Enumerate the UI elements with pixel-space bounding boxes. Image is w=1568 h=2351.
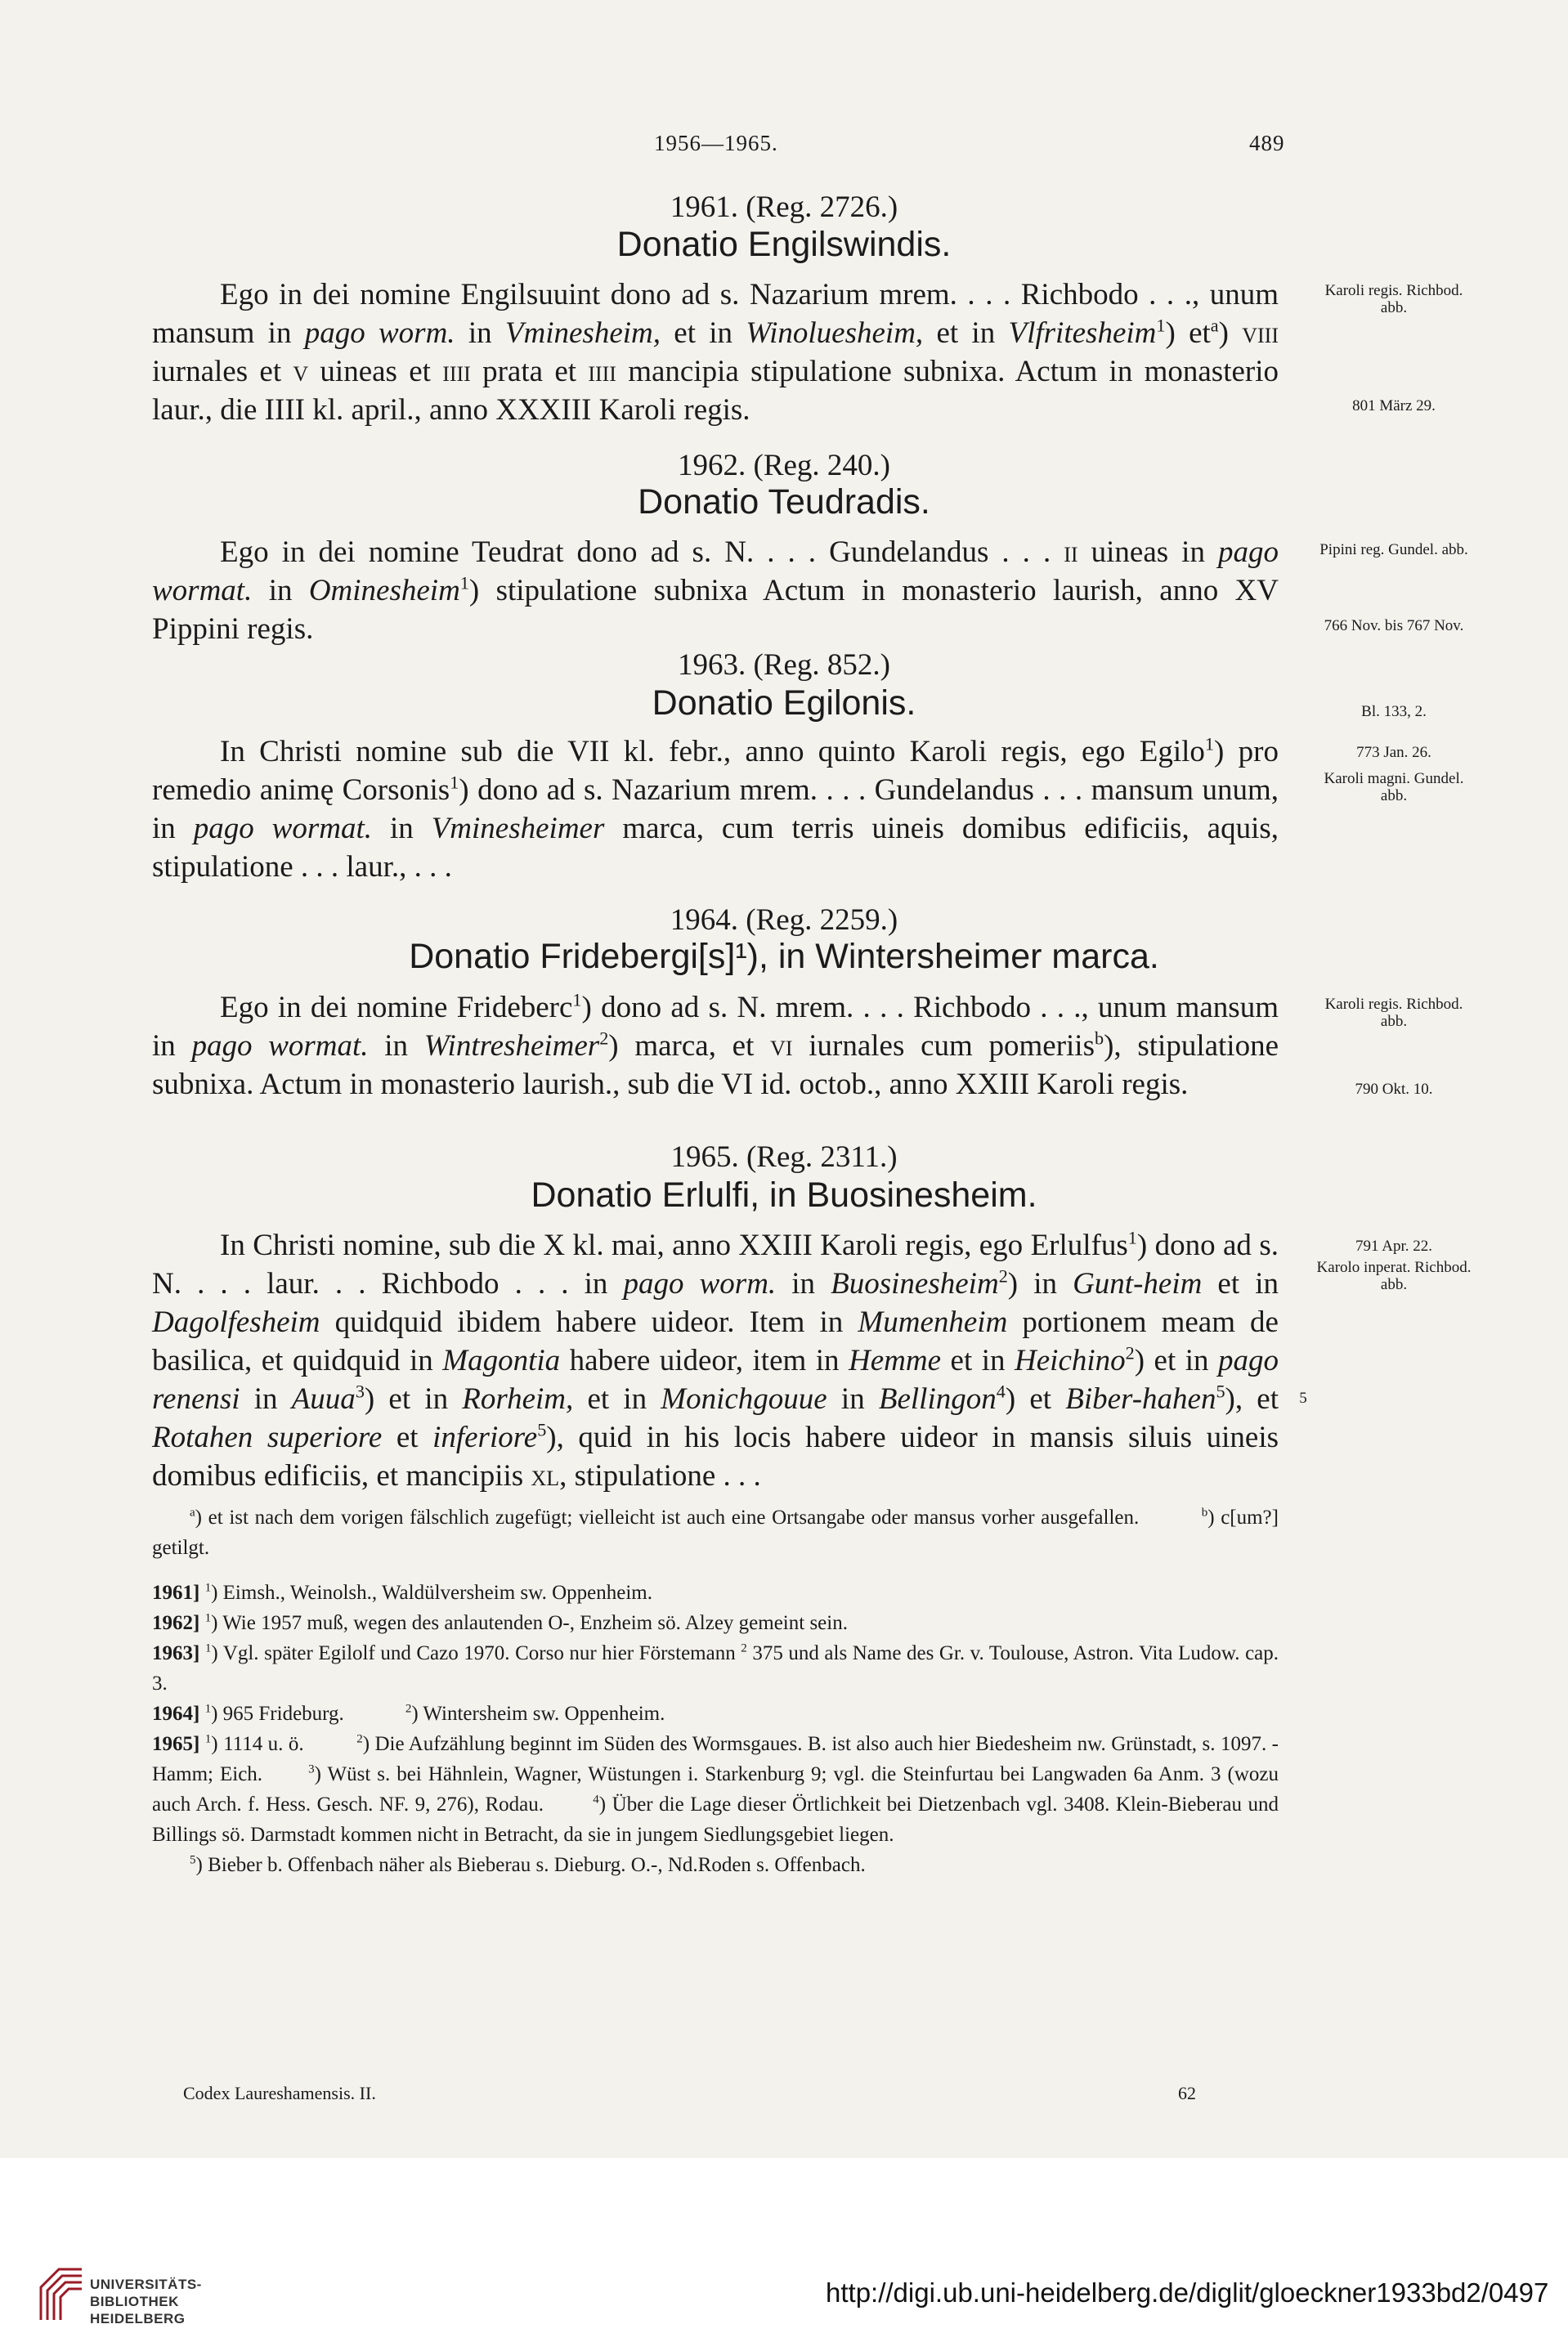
entry-1963-title: Donatio Egilonis. (652, 683, 916, 723)
entry-1962-title: Donatio Teudradis. (638, 482, 930, 522)
entry-1965-margin-ruler: Karolo inperat. Richbod. abb. (1316, 1259, 1472, 1293)
entry-1962-text: Ego in dei nomine Teudrat dono ad s. N. . . . Gundelandus . . . ii uineas in pago wormat. in Ominesheim$^1$) stipulatione subnixa Actum in monasterio laurish, anno XV Pippini regis. (152, 535, 1279, 646)
permalink-url[interactable]: http://digi.ub.uni-heidelberg.de/diglit/gloeckner1933bd2/0497 (826, 2277, 1549, 2308)
entry-1963-margin-date: 773 Jan. 26. (1356, 744, 1431, 761)
library-name-line2: BIBLIOTHEK (90, 2294, 179, 2309)
library-bar (0, 2158, 1568, 2351)
apparatus-notes: $^a$) et ist nach dem vorigen fälschlich zugefügt; vielleicht ist auch eine Ortsangabe oder mansus vorher ausgefallen. $^b$) c[um?] getilgt. (152, 1506, 1279, 1559)
page-number: 489 (1249, 131, 1285, 155)
sheet-signature: 62 (1178, 2083, 1196, 2103)
entry-1965-reg: 1965. (Reg. 2311.) (670, 1140, 898, 1174)
entry-1963-reg: 1963. (Reg. 852.) (678, 648, 890, 682)
entry-1964-margin-date: 790 Okt. 10. (1355, 1081, 1433, 1098)
entry-1964-reg: 1964. (Reg. 2259.) (670, 903, 898, 937)
entry-1964-margin-ruler: Karoli regis. Richbod. abb. (1324, 996, 1463, 1030)
entry-1965-title: Donatio Erlulfi, in Buosinesheim. (531, 1176, 1037, 1215)
entry-1961-margin-ruler: Karoli regis. Richbod. abb. (1324, 282, 1463, 316)
entry-1961-title: Donatio Engilswindis. (616, 225, 952, 264)
entry-1964-text: Ego in dei nomine Frideberc$^1$) dono ad s. N. mrem. . . . Richbodo . . ., unum mansum in pago wormat. in Wintresheimer$^2$) marca, et vi iurnales cum pomeriis$^b$), stipulatione subnixa. Actum in monasterio laurish., sub die VI id. octob., anno XXIII Karoli regis. (152, 989, 1279, 1101)
codex-footer: Codex Laureshamensis. II. (183, 2083, 376, 2103)
entry-1962-margin-ruler: Pipini reg. Gundel. abb. (1319, 541, 1468, 558)
entry-1962-reg: 1962. (Reg. 240.) (678, 449, 890, 482)
library-logo-icon (34, 2263, 88, 2322)
entry-1964-title: Donatio Fridebergi[s]¹), in Wintersheimer marca. (409, 937, 1159, 976)
library-name-line3: HEIDELBERG (90, 2311, 186, 2326)
running-header-range: 1956—1965. (654, 131, 778, 155)
library-name-line1: UNIVERSITÄTS- (90, 2277, 202, 2292)
entry-1963-margin-ruler: Karoli magni. Gundel. abb. (1324, 770, 1464, 804)
entry-1963-margin-folio: Bl. 133, 2. (1361, 703, 1427, 720)
entry-1965-text: In Christi nomine, sub die X kl. mai, anno XXIII Karoli regis, ego Erlulfus$^1$) dono ad s. N. . . . laur. . . Richbodo . . . in pago worm. in Buosinesheim$^2$) in Gunt-heim et in Dagolfesheim quidquid ibidem habere uideor. Item in Mumenheim portionem meam de basilica, et quidquid in Magontia habere uideor, item in Hemme et in Heichino$^2$) et in pago renensi in Auua$^3$) et in Rorheim, et in Monichgouue in Bellingon$^4$) et Biber-hahen$^5$), et Rotahen superiore et inferiore$^5$), quid in his locis habere uideor in mansis siluis uineis domibus edificiis, et mancipiis xl, stipulatione . . . (152, 1227, 1279, 1493)
commentary-notes: 1961] $^1$) Eimsh., Weinolsh., Waldülversheim sw. Oppenheim. 1962] $^1$) Wie 1957 muß, wegen des anlautenden O-, Enzheim sö. Alzey gemeint sein. 1963] $^1$) Vgl. später Egilolf und Cazo 1970. Corso nur hier Förstemann $^2$ 375 und als Name des Gr. v. Toulouse, Astron. Vita Ludow. cap. 3. 1964] $^1$) 965 Frideburg. $^2$) Wintersheim sw. Oppenheim. 1965] $^1$) 1114 u. ö. $^2$) Die Aufzählung beginnt im Süden des Wormsgaues. B. ist also auch hier Biedesheim nw. Grünstadt, s. 1097. -Hamm; Eich. $^3$) Wüst s. bei Hähnlein, Wagner, Wüstungen i. Starkenburg 9; vgl. die Steinfurtau bei Langwaden 6a Anm. 3 (wozu auch Arch. f. Hess. Gesch. NF. 9, 276), Rodau. $^4$) Über die Lage dieser Örtlichkeit bei Dietzenbach vgl. 3408. Klein-Bieberau und Billings sö. Darmstadt kommen nicht in Betracht, da sie in jungem Siedlungsgebiet liegen. $^5$) Bieber b. Offenbach näher als Bieberau s. Dieburg. O.-, Nd.Roden s. Offenbach. (152, 1581, 1279, 1876)
entry-1961-reg: 1961. (Reg. 2726.) (670, 190, 898, 224)
entry-1963-text: In Christi nomine sub die VII kl. febr., anno quinto Karoli regis, ego Egilo$^1$) pro remedio animę Corsonis$^1$) dono ad s. Nazarium mrem. . . . Gundelandus . . . mansum unum, in pago wormat. in Vminesheimer marca, cum terris uineis domibus edificiis, aquis, stipulatione . . . laur., . . . (152, 733, 1279, 884)
entry-1965-margin-date: 791 Apr. 22. (1355, 1238, 1432, 1255)
entry-1962-margin-date: 766 Nov. bis 767 Nov. (1324, 617, 1464, 634)
entry-1961-text: Ego in dei nomine Engilsuuint dono ad s. Nazarium mrem. . . . Richbodo . . ., unum mansum in pago worm. in Vminesheim, et in Winoluesheim, et in Vlfritesheim$^1$) $et^a$) viii iurnales et v uineas et iiii prata et iiii mancipia stipulatione subnixa. Actum in monasterio laur., die IIII kl. april., anno XXXIII Karoli regis. (152, 278, 1279, 427)
line-number-5: 5 (1299, 1390, 1307, 1407)
entry-1961-margin-date: 801 März 29. (1352, 397, 1436, 414)
